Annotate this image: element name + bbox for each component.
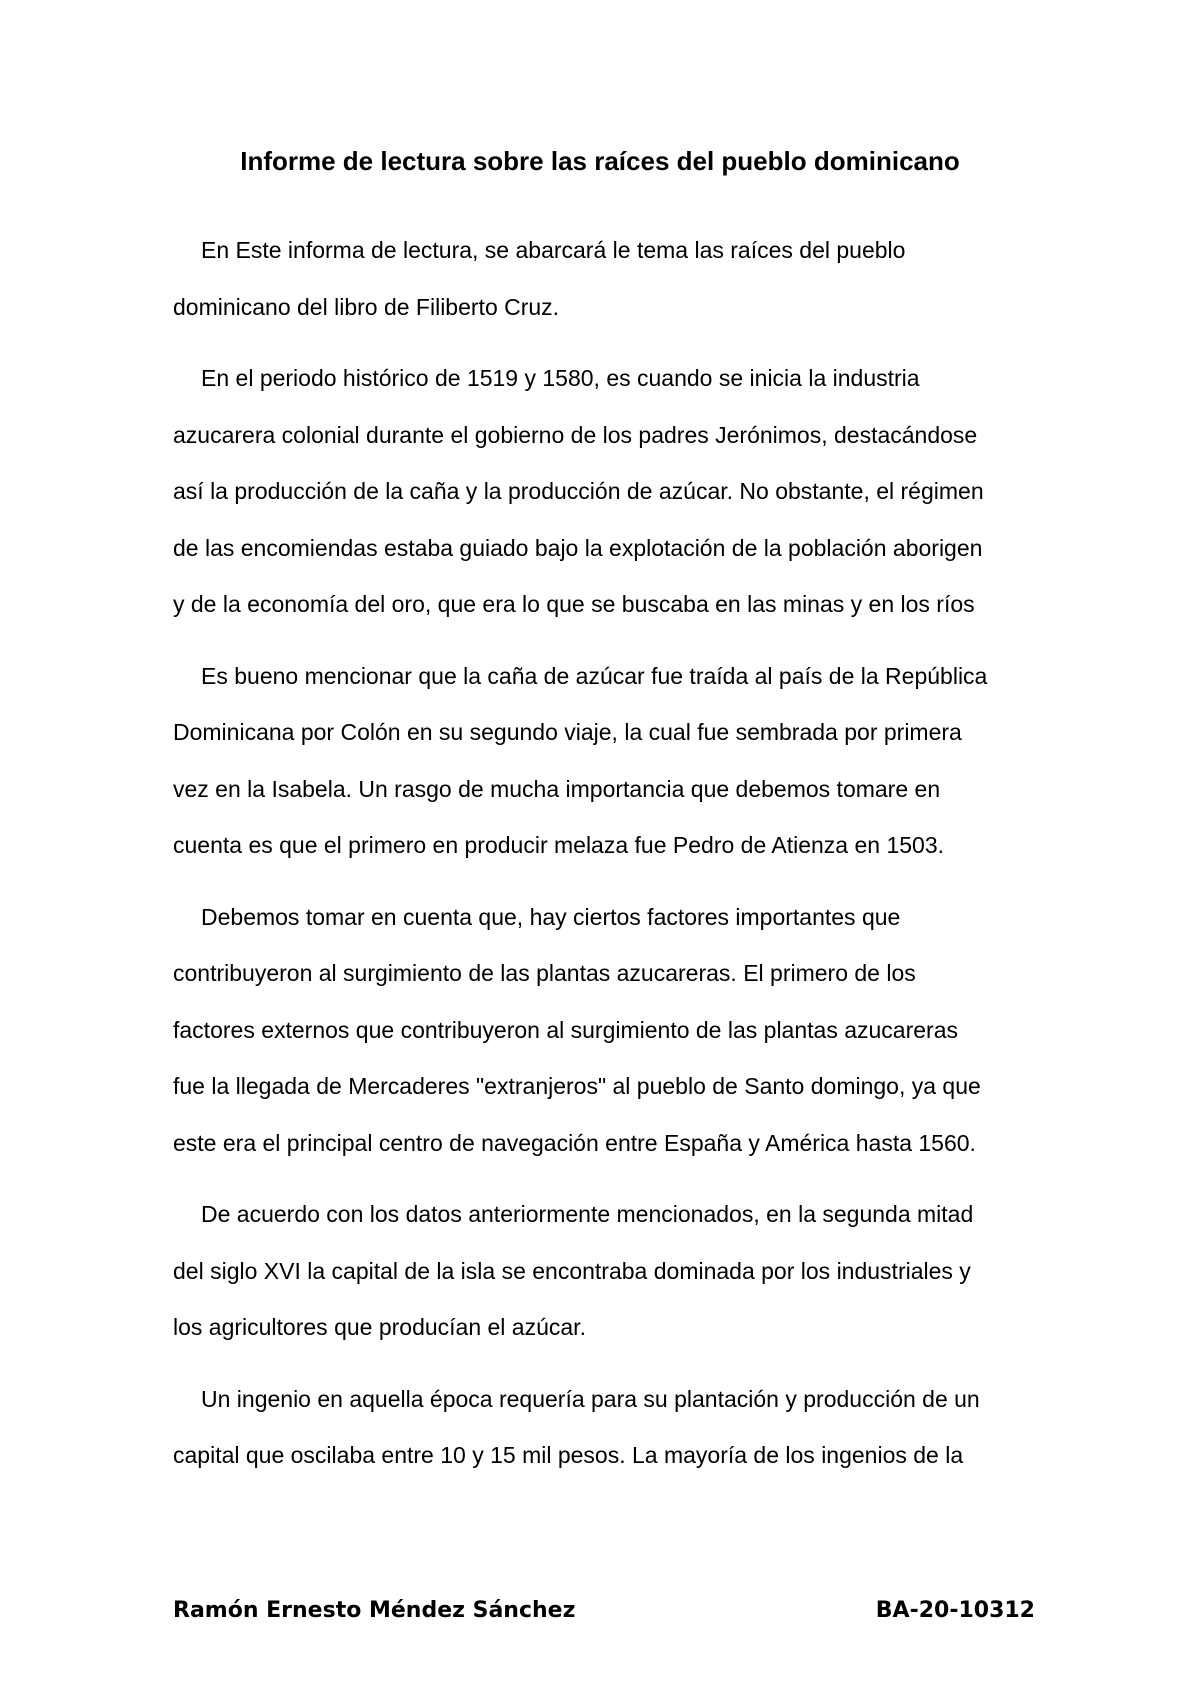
paragraph-line: factores externos que contribuyeron al surgimiento de las plantas azucareras: [173, 1016, 958, 1043]
author-name: Ramón Ernesto Méndez Sánchez: [173, 1598, 576, 1623]
paragraph-sixteenth-century: [173, 1186, 1043, 1356]
paragraph-ingenio-capital: [173, 1371, 1043, 1484]
paragraph-line: los agricultores que producían el azúcar.: [173, 1314, 586, 1340]
paragraph-line: Dominicana por Colón en su segundo viaje, la cual fue sembrada por primera: [173, 719, 962, 745]
paragraph-line: En Este informa de lectura, se abarcará le tema las raíces del pueblo: [201, 237, 906, 263]
paragraph-intro: [173, 222, 1043, 335]
paragraph-line: Un ingenio en aquella época requería para su plantación y producción de un: [201, 1385, 980, 1412]
paragraph-sugar-cane-origin: [173, 648, 1043, 874]
paragraph-line: Es bueno mencionar que la caña de azúcar fue traída al país de la República: [201, 662, 988, 689]
paragraph-line: contribuyeron al surgimiento de las plantas azucareras. El primero de los: [173, 960, 916, 986]
paragraph-line: de las encomiendas estaba guiado bajo la explotación de la población aborigen: [173, 534, 983, 561]
paragraph-line: De acuerdo con los datos anteriormente mencionados, en la segunda mitad: [201, 1201, 974, 1227]
paragraph-line: dominicano del libro de Filiberto Cruz.: [173, 293, 560, 320]
page-title: Informe de lectura sobre las raíces del pueblo dominicano: [240, 146, 960, 176]
paragraph-line: Debemos tomar en cuenta que, hay ciertos factores importantes que: [201, 903, 901, 930]
paragraph-line: En el periodo histórico de 1519 y 1580, es cuando se inicia la industria: [201, 365, 920, 391]
paragraph-factors: [173, 889, 1043, 1172]
paragraph-line: y de la economía del oro, que era lo que se buscaba en las minas y en los ríos: [173, 591, 975, 617]
page-footer: [173, 1598, 1035, 1634]
paragraph-line: capital que oscilaba entre 10 y 15 mil pesos. La mayoría de los ingenios de la: [173, 1442, 964, 1468]
paragraph-line: así la producción de la caña y la producción de azúcar. No obstante, el régimen: [173, 478, 984, 504]
paragraph-line: este era el principal centro de navegación entre España y América hasta 1560.: [173, 1129, 976, 1156]
paragraph-historical-period: [173, 350, 1043, 633]
document-body: [173, 222, 1043, 1499]
student-id: BA-20-10312: [875, 1598, 1035, 1623]
paragraph-line: vez en la Isabela. Un rasgo de mucha importancia que debemos tomare en: [173, 775, 941, 802]
paragraph-line: del siglo XVI la capital de la isla se encontraba dominada por los industriales y: [173, 1257, 971, 1284]
paragraph-line: azucarera colonial durante el gobierno de los padres Jerónimos, destacándose: [173, 421, 978, 448]
paragraph-line: fue la llegada de Mercaderes "extranjeros" al pueblo de Santo domingo, ya que: [173, 1073, 981, 1099]
paragraph-line: cuenta es que el primero en producir melaza fue Pedro de Atienza en 1503.: [173, 832, 944, 858]
